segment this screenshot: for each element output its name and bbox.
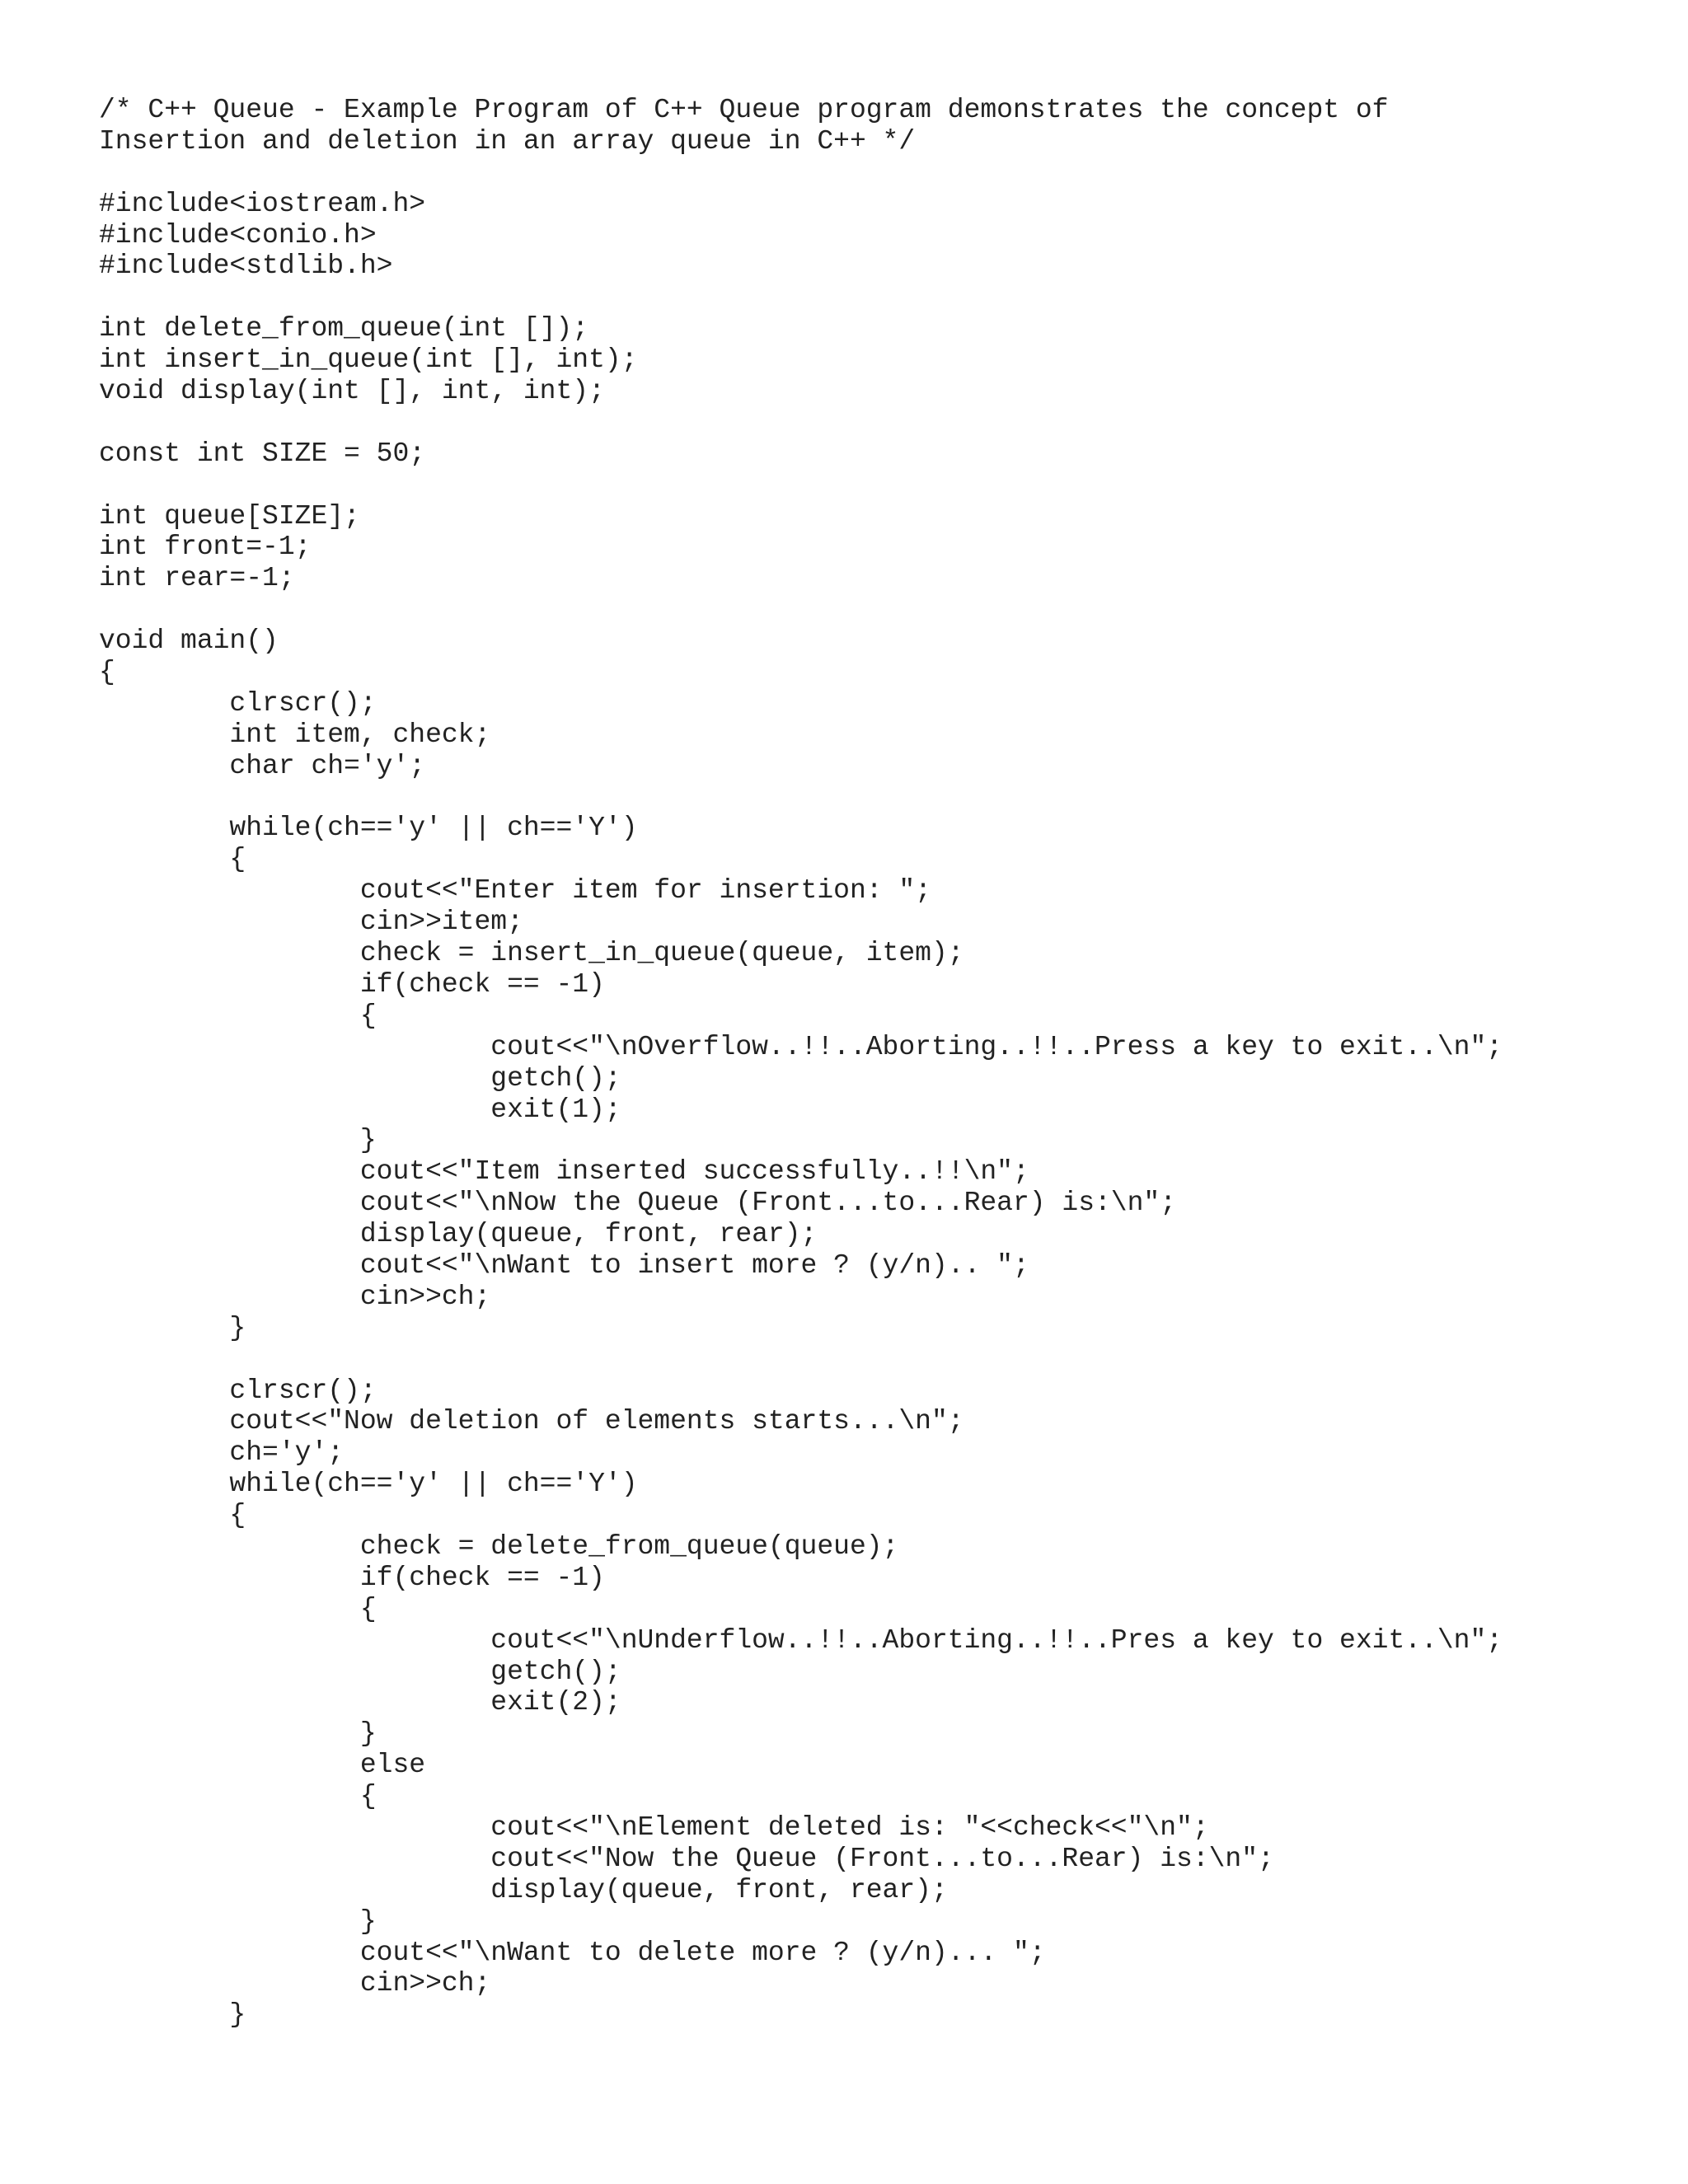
code-line: cout<<"\nOverflow..!!..Aborting..!!..Press a key to exit..\n"; [99, 1031, 1503, 1062]
code-line: cout<<"Enter item for insertion: "; [99, 875, 931, 907]
code-line: { [99, 657, 115, 688]
code-line [99, 407, 1503, 438]
code-line [99, 594, 1503, 626]
code-line: else [99, 1750, 426, 1781]
code-line [99, 470, 1503, 501]
code-line [99, 157, 1503, 189]
code-line: display(queue, front, rear); [99, 1874, 948, 1905]
code-line: display(queue, front, rear); [99, 1219, 818, 1250]
code-line: } [99, 1312, 246, 1343]
code-line: while(ch=='y' || ch=='Y') [99, 1469, 638, 1500]
code-line: } [99, 1905, 377, 1937]
code-line: cout<<"\nWant to delete more ? (y/n)... "; [99, 1937, 1046, 1968]
code-line: exit(2); [99, 1687, 621, 1718]
code-line: cin>>ch; [99, 1968, 491, 1999]
code-line: } [99, 1999, 246, 2031]
code-line: void main() [99, 626, 279, 657]
code-line: cout<<"\nWant to insert more ? (y/n).. "; [99, 1249, 1029, 1281]
code-line: int delete_from_queue(int []); [99, 313, 589, 344]
code-line: cout<<"\nNow the Queue (Front...to...Rear) is:\n"; [99, 1188, 1177, 1219]
code-line: cout<<"Now deletion of elements starts...\n"; [99, 1406, 964, 1437]
code-line: cout<<"Now the Queue (Front...to...Rear) is:\n"; [99, 1843, 1274, 1874]
code-line: int insert_in_queue(int [], int); [99, 344, 638, 376]
code-line [99, 1344, 1503, 1376]
code-line: cin>>item; [99, 907, 523, 938]
code-line: cout<<"\nUnderflow..!!..Aborting..!!..Pres a key to exit..\n"; [99, 1624, 1503, 1656]
code-line: char ch='y'; [99, 750, 426, 781]
code-line [99, 282, 1503, 313]
code-line: { [99, 1781, 377, 1812]
code-line: Insertion and deletion in an array queue in C++ */ [99, 125, 916, 157]
code-line: } [99, 1125, 377, 1156]
code-line: exit(1); [99, 1094, 621, 1125]
code-line: int item, check; [99, 719, 491, 750]
code-line: { [99, 1500, 246, 1531]
code-line: ch='y'; [99, 1437, 345, 1469]
source-code-block [99, 95, 1503, 2031]
code-line: { [99, 844, 246, 875]
code-line: cin>>ch; [99, 1281, 491, 1312]
code-line: getch(); [99, 1656, 621, 1687]
code-line: void display(int [], int, int); [99, 376, 605, 407]
code-line: if(check == -1) [99, 1562, 605, 1593]
code-line [99, 782, 1503, 813]
code-line: { [99, 1593, 377, 1624]
code-line: int rear=-1; [99, 563, 295, 594]
code-line: } [99, 1718, 377, 1750]
code-line: /* C++ Queue - Example Program of C++ Queue program demonstrates the concept of [99, 95, 1389, 125]
code-line: int front=-1; [99, 532, 312, 563]
code-line: if(check == -1) [99, 968, 605, 1000]
code-line: check = insert_in_queue(queue, item); [99, 938, 964, 969]
code-line: #include<conio.h> [99, 219, 377, 251]
code-line: { [99, 1000, 377, 1031]
code-line: cout<<"Item inserted successfully..!!\n"; [99, 1156, 1029, 1188]
code-line: #include<stdlib.h> [99, 251, 393, 282]
code-line: while(ch=='y' || ch=='Y') [99, 813, 638, 844]
code-line: getch(); [99, 1062, 621, 1094]
code-line: check = delete_from_queue(queue); [99, 1530, 899, 1562]
code-line: clrscr(); [99, 687, 377, 719]
code-line: int queue[SIZE]; [99, 500, 360, 532]
code-line: clrscr(); [99, 1375, 377, 1406]
code-line: #include<iostream.h> [99, 188, 426, 219]
code-line: cout<<"\nElement deleted is: "<<check<<"\n"; [99, 1811, 1209, 1843]
code-line: const int SIZE = 50; [99, 438, 426, 469]
